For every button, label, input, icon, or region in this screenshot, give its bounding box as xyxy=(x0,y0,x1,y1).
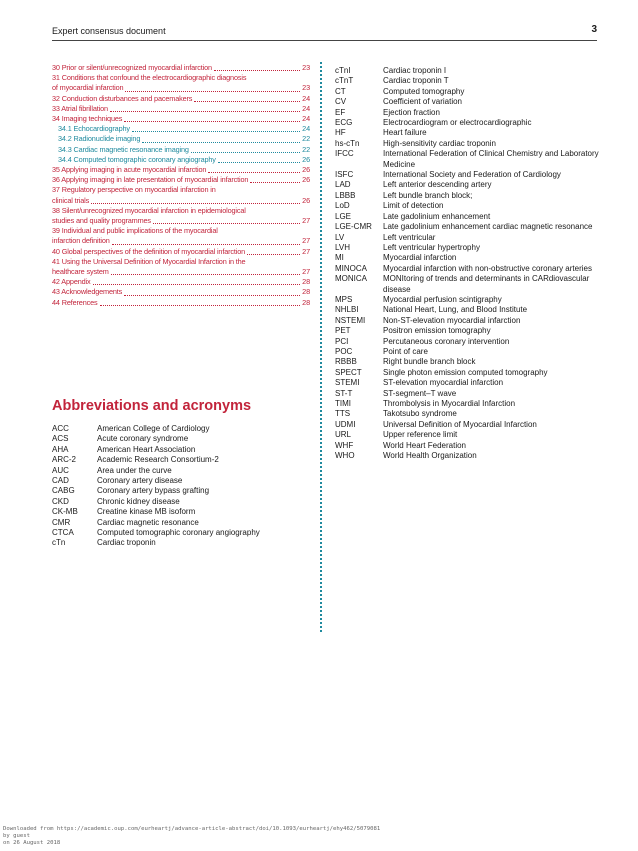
abbreviation-row xyxy=(335,212,599,222)
abbreviation-term: CAD xyxy=(52,476,69,486)
abbreviation-row xyxy=(335,233,599,243)
abbreviation-term: URL xyxy=(335,430,352,440)
abbreviation-term: MPS xyxy=(335,294,353,304)
toc-leader-dots xyxy=(218,155,300,163)
abbreviation-term: LV xyxy=(335,232,345,242)
abbreviation-definition: Ejection fraction xyxy=(383,107,440,117)
abbreviation-definition: World Health Organization xyxy=(383,451,477,461)
abbreviation-row xyxy=(335,295,599,305)
abbreviation-definition: Creatine kinase MB isoform xyxy=(97,507,196,517)
abbreviation-definition: Cardiac troponin I xyxy=(383,66,447,75)
abbreviations-list-left xyxy=(52,424,260,549)
abbreviation-definition: Left ventricular hypertrophy xyxy=(383,242,480,252)
abbreviation-row xyxy=(52,528,260,538)
abbreviation-row xyxy=(335,66,599,76)
toc-leader-dots xyxy=(124,114,300,122)
abbreviation-term: PET xyxy=(335,326,351,336)
toc-page-number: 23 xyxy=(302,63,310,72)
abbreviation-row xyxy=(335,201,599,211)
abbreviation-row xyxy=(335,305,599,315)
abbreviation-definition: Cardiac magnetic resonance xyxy=(97,517,199,527)
abbreviation-term: CT xyxy=(335,86,346,96)
toc-entry-title: 39 Individual and public implications of the myocardial xyxy=(52,226,218,236)
abbreviation-term: ACC xyxy=(52,424,69,433)
footnote-line: by guest xyxy=(3,833,30,839)
toc-leader-dots xyxy=(100,298,301,306)
abbreviation-definition: Universal Definition of Myocardial Infarction xyxy=(383,419,537,429)
abbreviation-definition: Thrombolysis in Myocardial Infarction xyxy=(383,399,516,408)
abbreviation-row xyxy=(335,337,599,347)
abbreviation-row xyxy=(52,538,260,548)
abbreviation-row xyxy=(335,97,599,107)
toc-entry-title: of myocardial infarction xyxy=(52,83,124,93)
abbreviation-term: CKD xyxy=(52,496,69,506)
toc-leader-dots xyxy=(142,135,300,143)
toc-entry-title: 34.4 Computed tomographic coronary angiography xyxy=(58,154,216,164)
abbreviation-definition: ST-segment–T wave xyxy=(383,388,457,398)
toc-page-number: 24 xyxy=(302,93,310,103)
abbreviation-definition: Late gadolinium enhancement cardiac magnetic resonance xyxy=(383,222,593,232)
abbreviation-definition: Heart failure xyxy=(383,128,427,138)
toc-page-number: 28 xyxy=(302,277,310,287)
toc-page-number: 27 xyxy=(302,246,310,256)
toc-leader-dots xyxy=(124,288,300,296)
abbreviation-row xyxy=(335,430,599,440)
abbreviations-heading: Abbreviations and acronyms xyxy=(52,398,252,414)
abbreviation-row xyxy=(52,518,260,528)
abbreviation-term: TIMI xyxy=(335,399,351,408)
toc-entry-title: 33 Atrial fibrillation xyxy=(52,103,108,113)
abbreviation-row xyxy=(335,180,599,190)
toc-page-number: 24 xyxy=(302,124,310,134)
abbreviation-row xyxy=(335,316,599,326)
abbreviation-row xyxy=(52,507,260,517)
toc-leader-dots xyxy=(110,104,300,112)
toc-leader-dots xyxy=(125,84,300,92)
abbreviation-row xyxy=(335,420,599,430)
abbreviation-term: LVH xyxy=(335,242,350,252)
toc-entry-title: 35 Applying imaging in acute myocardial infarction xyxy=(52,165,207,175)
toc-leader-dots xyxy=(194,94,300,102)
abbreviation-definition: Myocardial infarction with non-obstructive coronary arteries xyxy=(383,263,592,273)
toc-entry[interactable] xyxy=(52,247,310,257)
abbreviation-row xyxy=(335,149,599,170)
toc-entry[interactable] xyxy=(52,124,310,134)
toc-leader-dots xyxy=(191,145,300,153)
abbreviation-row xyxy=(52,455,260,465)
toc-leader-dots xyxy=(247,247,300,255)
abbreviation-term: ISFC xyxy=(335,170,354,180)
abbreviation-definition: Myocardial infarction xyxy=(383,253,457,263)
toc-entry-title: 32 Conduction disturbances and pacemakers xyxy=(52,93,193,103)
page-header xyxy=(52,20,597,41)
toc-page-number: 22 xyxy=(302,134,310,144)
toc-page-number: 26 xyxy=(302,154,310,164)
download-footnote xyxy=(3,826,380,847)
toc-leader-dots xyxy=(93,277,301,285)
abbreviations-list-right xyxy=(335,66,599,461)
abbreviation-definition: Percutaneous coronary intervention xyxy=(383,336,510,346)
toc-page-number: 24 xyxy=(302,103,310,113)
abbreviation-row xyxy=(335,253,599,263)
abbreviation-definition: Coronary artery disease xyxy=(97,476,183,486)
toc-leader-dots xyxy=(153,216,300,224)
toc-leader-dots xyxy=(111,267,301,275)
abbreviation-row xyxy=(335,76,599,86)
toc-entry-title: 34.3 Cardiac magnetic resonance imaging xyxy=(58,144,189,154)
abbreviation-definition: High-sensitivity cardiac troponin xyxy=(383,138,496,148)
abbreviation-row xyxy=(335,128,599,138)
toc-page-number: 27 xyxy=(302,216,310,226)
abbreviation-definition: National Heart, Lung, and Blood Institute xyxy=(383,305,528,315)
toc-entry-title: clinical trials xyxy=(52,195,90,205)
abbreviation-term: TTS xyxy=(335,409,351,419)
toc-entry[interactable] xyxy=(52,114,310,124)
abbreviation-term: NSTEMI xyxy=(335,315,366,325)
abbreviation-row xyxy=(52,497,260,507)
abbreviation-term: AUC xyxy=(52,465,69,475)
abbreviation-term: IFCC xyxy=(335,149,354,159)
abbreviation-term: LGE-CMR xyxy=(335,222,372,232)
toc-entry[interactable] xyxy=(52,257,310,277)
toc-entry[interactable] xyxy=(52,298,310,308)
abbreviation-row xyxy=(335,222,599,232)
abbreviation-term: PCI xyxy=(335,336,349,346)
toc-page-number: 27 xyxy=(302,267,310,277)
abbreviation-term: cTnI xyxy=(335,66,351,75)
toc-entry[interactable] xyxy=(52,94,310,104)
toc-entry-title: 36 Applying imaging in late presentation of myocardial infarction xyxy=(52,175,249,185)
abbreviation-row xyxy=(335,274,599,295)
toc-page-number: 26 xyxy=(302,165,310,175)
abbreviation-definition: Left ventricular xyxy=(383,232,436,242)
toc-page-number: 28 xyxy=(302,287,310,297)
toc-leader-dots xyxy=(91,196,300,204)
abbreviation-term: MINOCA xyxy=(335,263,367,273)
abbreviation-row xyxy=(335,264,599,274)
toc-page-number: 22 xyxy=(302,144,310,154)
abbreviation-definition: Academic Research Consortium-2 xyxy=(97,455,219,465)
abbreviation-row xyxy=(52,466,260,476)
toc-entry-title: infarction definition xyxy=(52,236,110,246)
abbreviation-definition: Upper reference limit xyxy=(383,430,458,440)
abbreviation-term: cTn xyxy=(52,538,66,548)
abbreviation-term: LAD xyxy=(335,180,351,190)
toc-entry-title: 31 Conditions that confound the electrocardiographic diagnosis xyxy=(52,73,247,83)
footnote-line: Downloaded from https://academic.oup.com/eurheartj/advance-article-abstract/doi/10.1093/eurheartj/ehy462/5079081 xyxy=(3,826,381,832)
abbreviation-term: MONICA xyxy=(335,274,367,284)
toc-entry[interactable] xyxy=(52,73,310,93)
toc-page-number: 24 xyxy=(302,114,310,124)
abbreviation-row xyxy=(335,368,599,378)
toc-leader-dots xyxy=(112,237,300,245)
table-of-contents xyxy=(52,63,310,308)
abbreviation-row xyxy=(335,441,599,451)
abbreviation-definition: ST-elevation myocardial infarction xyxy=(383,378,504,388)
abbreviation-definition: MONItoring of trends and determinants in CARdiovascular disease xyxy=(383,274,590,294)
toc-leader-dots xyxy=(250,175,300,183)
toc-page-number: 26 xyxy=(302,195,310,205)
toc-page-number: 26 xyxy=(302,175,310,185)
abbreviation-definition: International Society and Federation of Cardiology xyxy=(383,170,561,180)
abbreviation-row xyxy=(52,486,260,496)
abbreviation-definition: Chronic kidney disease xyxy=(97,496,180,506)
abbreviation-definition: American College of Cardiology xyxy=(97,424,210,433)
abbreviation-definition: Positron emission tomography xyxy=(383,326,491,336)
toc-entry[interactable] xyxy=(52,165,310,175)
toc-entry-title: 34.2 Radionuclide imaging xyxy=(58,134,141,144)
abbreviation-term: RBBB xyxy=(335,357,357,367)
toc-entry-title: 42 Appendix xyxy=(52,277,91,287)
toc-leader-dots xyxy=(208,165,300,173)
abbreviation-definition: Late gadolinium enhancement xyxy=(383,211,491,221)
abbreviation-definition: Takotsubo syndrome xyxy=(383,409,457,419)
toc-page-number: 23 xyxy=(302,83,310,93)
abbreviation-row xyxy=(335,87,599,97)
abbreviation-term: MI xyxy=(335,253,344,263)
toc-entry[interactable] xyxy=(52,175,310,185)
abbreviation-term: LoD xyxy=(335,201,350,211)
abbreviation-row xyxy=(335,243,599,253)
abbreviation-definition: Computed tomographic coronary angiography xyxy=(97,528,260,538)
abbreviation-term: CTCA xyxy=(52,528,74,538)
abbreviation-term: EF xyxy=(335,107,346,117)
abbreviation-term: ST-T xyxy=(335,388,353,398)
abbreviation-term: CV xyxy=(335,97,347,107)
toc-entry-title: 30 Prior or silent/unrecognized myocardial infarction xyxy=(52,63,212,72)
abbreviation-definition: Cardiac troponin T xyxy=(383,76,449,86)
toc-entry[interactable] xyxy=(52,287,310,297)
abbreviation-row xyxy=(52,434,260,444)
abbreviation-term: CMR xyxy=(52,517,71,527)
abbreviation-definition: Coefficient of variation xyxy=(383,97,463,107)
abbreviation-row xyxy=(335,191,599,201)
toc-entry-title: 34 Imaging techniques xyxy=(52,114,123,124)
abbreviation-term: WHO xyxy=(335,451,355,461)
abbreviation-term: HF xyxy=(335,128,346,138)
toc-entry[interactable] xyxy=(52,104,310,114)
abbreviation-row xyxy=(335,139,599,149)
abbreviation-term: hs-cTn xyxy=(335,138,360,148)
abbreviation-row xyxy=(335,357,599,367)
toc-entry-title: healthcare system xyxy=(52,267,109,277)
toc-entry-title: 41 Using the Universal Definition of Myocardial Infarction in the xyxy=(52,256,246,266)
column-divider xyxy=(320,62,322,632)
abbreviation-row xyxy=(335,389,599,399)
footnote-line: on 26 August 2018 xyxy=(3,840,61,846)
abbreviation-row xyxy=(335,347,599,357)
abbreviation-term: UDMI xyxy=(335,419,356,429)
abbreviation-term: CK-MB xyxy=(52,507,78,517)
toc-entry[interactable] xyxy=(52,155,310,165)
abbreviation-definition: Cardiac troponin xyxy=(97,538,156,548)
abbreviation-row xyxy=(335,378,599,388)
abbreviation-term: LGE xyxy=(335,211,352,221)
toc-page-number: 28 xyxy=(302,297,310,307)
toc-entry[interactable] xyxy=(52,206,310,226)
abbreviation-term: ARC-2 xyxy=(52,455,77,465)
abbreviation-definition: Coronary artery bypass grafting xyxy=(97,486,210,496)
abbreviation-definition: Myocardial perfusion scintigraphy xyxy=(383,294,502,304)
abbreviation-term: ACS xyxy=(52,434,69,444)
toc-entry[interactable] xyxy=(52,134,310,144)
abbreviation-row xyxy=(52,424,260,434)
abbreviation-definition: American Heart Association xyxy=(97,444,196,454)
abbreviation-row xyxy=(52,445,260,455)
abbreviation-term: ECG xyxy=(335,118,353,128)
abbreviation-definition: Point of care xyxy=(383,346,428,356)
abbreviation-row xyxy=(335,170,599,180)
toc-entry[interactable] xyxy=(52,145,310,155)
abbreviation-row xyxy=(335,399,599,409)
abbreviation-definition: Area under the curve xyxy=(97,465,172,475)
abbreviation-term: NHLBI xyxy=(335,305,359,315)
toc-entry-title: 40 Global perspectives of the definition of myocardial infarction xyxy=(52,246,246,256)
toc-leader-dots xyxy=(214,63,300,71)
abbreviation-definition: Single photon emission computed tomography xyxy=(383,367,548,377)
toc-entry[interactable] xyxy=(52,63,310,73)
abbreviation-definition: Left bundle branch block; xyxy=(383,190,473,200)
document-type-label: Expert consensus document xyxy=(52,26,166,36)
abbreviation-term: STEMI xyxy=(335,378,360,388)
toc-entry-title: 44 References xyxy=(52,297,98,307)
abbreviation-definition: Right bundle branch block xyxy=(383,357,476,367)
abbreviation-row xyxy=(335,108,599,118)
abbreviation-definition: Acute coronary syndrome xyxy=(97,434,189,444)
abbreviation-definition: World Heart Federation xyxy=(383,440,466,450)
abbreviation-row xyxy=(335,409,599,419)
toc-page-number: 27 xyxy=(302,236,310,246)
abbreviation-term: CABG xyxy=(52,486,75,496)
abbreviation-term: cTnT xyxy=(335,76,354,86)
abbreviation-row xyxy=(335,326,599,336)
abbreviation-term: POC xyxy=(335,346,353,356)
abbreviation-row xyxy=(335,118,599,128)
abbreviation-definition: Limit of detection xyxy=(383,201,444,211)
page-number: 3 xyxy=(591,24,597,35)
abbreviation-term: AHA xyxy=(52,444,69,454)
abbreviation-term: LBBB xyxy=(335,190,356,200)
abbreviation-row xyxy=(335,451,599,461)
abbreviation-row xyxy=(52,476,260,486)
toc-leader-dots xyxy=(132,124,300,132)
abbreviation-definition: Left anterior descending artery xyxy=(383,180,492,190)
toc-entry-title: 34.1 Echocardiography xyxy=(58,124,130,134)
toc-entry-title: 38 Silent/unrecognized myocardial infarction in epidemiological xyxy=(52,205,246,215)
toc-entry-title: 37 Regulatory perspective on myocardial infarction in xyxy=(52,185,216,195)
toc-entry-title: 43 Acknowledgements xyxy=(52,287,123,297)
abbreviation-definition: International Federation of Clinical Chemistry and Laboratory Medicine xyxy=(383,149,599,169)
abbreviation-term: WHF xyxy=(335,440,354,450)
toc-entry[interactable] xyxy=(52,185,310,205)
toc-entry[interactable] xyxy=(52,277,310,287)
abbreviation-definition: Electrocardiogram or electrocardiographic xyxy=(383,118,532,128)
toc-entry-title: studies and quality programmes xyxy=(52,216,151,226)
toc-entry[interactable] xyxy=(52,226,310,246)
abbreviation-term: SPECT xyxy=(335,367,362,377)
abbreviation-definition: Computed tomography xyxy=(383,86,465,96)
abbreviation-definition: Non-ST-elevation myocardial infarction xyxy=(383,315,521,325)
